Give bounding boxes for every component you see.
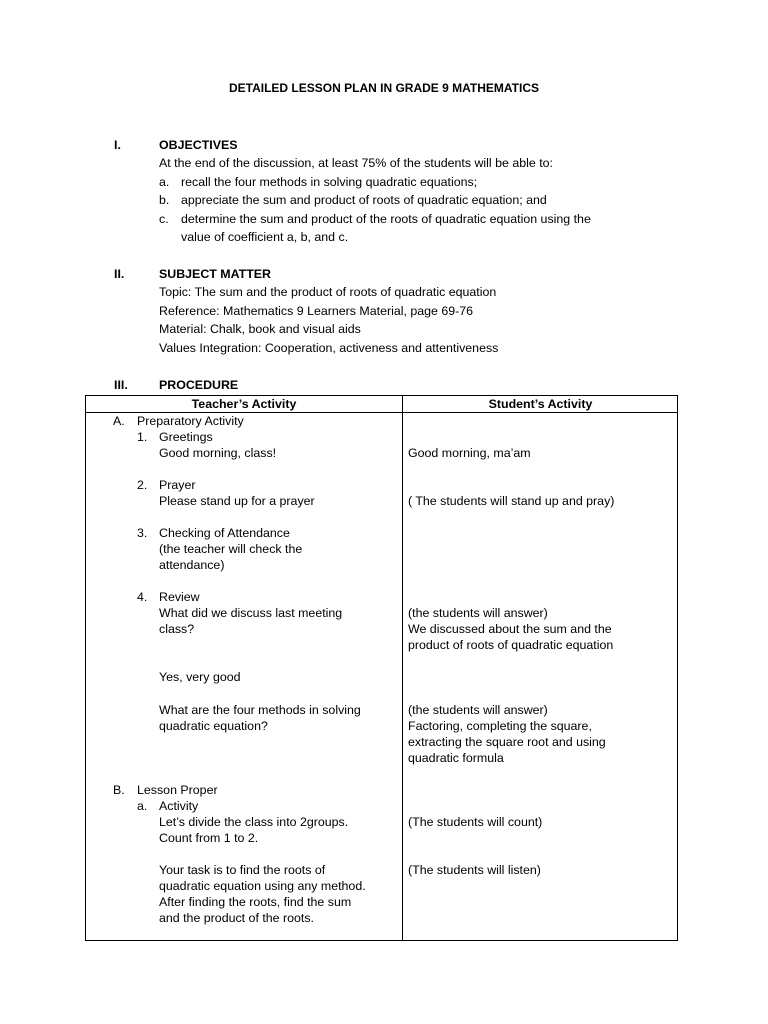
subject-reference: Reference: Mathematics 9 Learners Material, page 69-76 bbox=[159, 304, 474, 318]
student-methods-answer-4: quadratic formula bbox=[408, 751, 504, 765]
student-review-answer-1: (the students will answer) bbox=[408, 606, 548, 620]
subject-matter-numeral: II. bbox=[114, 267, 125, 281]
subject-values: Values Integration: Cooperation, activeness and attentiveness bbox=[159, 341, 499, 355]
lesson-title: Lesson Proper bbox=[137, 783, 218, 797]
prep-title: Preparatory Activity bbox=[137, 414, 244, 428]
attendance-text-2: attendance) bbox=[159, 558, 225, 572]
objective-b-label: b. bbox=[159, 193, 170, 207]
objective-c-text: determine the sum and product of the roots of quadratic equation using the bbox=[181, 212, 591, 226]
prep-label: A. bbox=[113, 414, 125, 428]
lesson-label: B. bbox=[113, 783, 125, 797]
activity-title: Activity bbox=[159, 799, 199, 813]
student-prayer: ( The students will stand up and pray) bbox=[408, 494, 615, 508]
methods-question-1: What are the four methods in solving bbox=[159, 703, 361, 717]
review-title: Review bbox=[159, 590, 200, 604]
student-listen: (The students will listen) bbox=[408, 863, 541, 877]
student-review-answer-2: We discussed about the sum and the bbox=[408, 622, 612, 636]
attendance-text-1: (the teacher will check the bbox=[159, 542, 303, 556]
student-methods-answer-3: extracting the square root and using bbox=[408, 735, 606, 749]
task-text-3: After finding the roots, find the sum bbox=[159, 895, 352, 909]
attendance-title: Checking of Attendance bbox=[159, 526, 290, 540]
objectives-heading: OBJECTIVES bbox=[159, 138, 238, 152]
methods-question-2: quadratic equation? bbox=[159, 719, 268, 733]
student-greet: Good morning, ma’am bbox=[408, 446, 531, 460]
task-text-1: Your task is to find the roots of bbox=[159, 863, 326, 877]
review-question-2: class? bbox=[159, 622, 195, 636]
activity-text-2: Count from 1 to 2. bbox=[159, 831, 259, 845]
procedure-table bbox=[85, 395, 678, 941]
student-methods-answer-1: (the students will answer) bbox=[408, 703, 548, 717]
student-methods-answer-2: Factoring, completing the square, bbox=[408, 719, 592, 733]
review-question-1: What did we discuss last meeting bbox=[159, 606, 343, 620]
objectives-intro: At the end of the discussion, at least 75% of the students will be able to: bbox=[159, 156, 553, 170]
objective-c-label: c. bbox=[159, 212, 169, 226]
student-count: (The students will count) bbox=[408, 815, 543, 829]
objective-a-label: a. bbox=[159, 175, 170, 189]
objective-b-text: appreciate the sum and product of roots of quadratic equation; and bbox=[181, 193, 547, 207]
review-num: 4. bbox=[137, 590, 148, 604]
activity-label: a. bbox=[137, 799, 148, 813]
task-text-4: and the product of the roots. bbox=[159, 911, 314, 925]
student-review-answer-3: product of roots of quadratic equation bbox=[408, 638, 614, 652]
objective-c-continuation: value of coefficient a, b, and c. bbox=[181, 230, 349, 244]
greet-title: Greetings bbox=[159, 430, 213, 444]
teacher-activity-header: Teacher’s Activity bbox=[191, 397, 297, 411]
greet-num: 1. bbox=[137, 430, 148, 444]
prayer-num: 2. bbox=[137, 478, 148, 492]
student-activity-header: Student’s Activity bbox=[488, 397, 593, 411]
attendance-num: 3. bbox=[137, 526, 148, 540]
activity-text-1: Let’s divide the class into 2groups. bbox=[159, 815, 349, 829]
prayer-title: Prayer bbox=[159, 478, 196, 492]
prayer-text: Please stand up for a prayer bbox=[159, 494, 315, 508]
subject-topic: Topic: The sum and the product of roots of quadratic equation bbox=[159, 285, 497, 299]
task-text-2: quadratic equation using any method. bbox=[159, 879, 366, 893]
column-divider bbox=[402, 396, 403, 940]
subject-matter-heading: SUBJECT MATTER bbox=[159, 267, 271, 281]
document-title: DETAILED LESSON PLAN IN GRADE 9 MATHEMATICS bbox=[228, 81, 539, 95]
subject-material: Material: Chalk, book and visual aids bbox=[159, 322, 361, 336]
greet-text: Good morning, class! bbox=[159, 446, 277, 460]
review-praise: Yes, very good bbox=[159, 670, 241, 684]
objectives-numeral: I. bbox=[114, 138, 121, 152]
procedure-numeral: III. bbox=[114, 378, 128, 392]
objective-a-text: recall the four methods in solving quadratic equations; bbox=[181, 175, 478, 189]
procedure-heading: PROCEDURE bbox=[159, 378, 239, 392]
